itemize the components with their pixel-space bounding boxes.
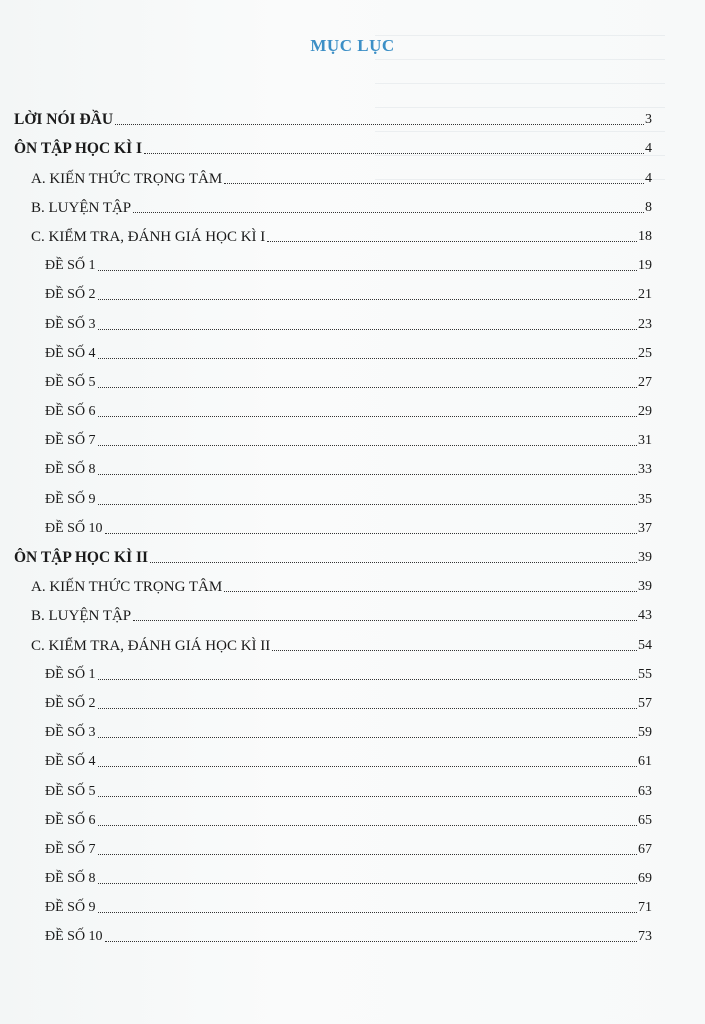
dot-leader bbox=[98, 386, 637, 388]
dot-leader bbox=[98, 707, 637, 709]
dot-leader bbox=[98, 824, 637, 826]
toc-entry[interactable] bbox=[14, 830, 652, 859]
toc-entry-label: ĐỀ SỐ 1 bbox=[45, 666, 96, 682]
dot-leader bbox=[133, 619, 637, 621]
toc-entry-label: ĐỀ SỐ 6 bbox=[45, 404, 96, 420]
toc-entry[interactable] bbox=[14, 275, 652, 304]
dot-leader bbox=[224, 590, 637, 592]
toc-entry-page-number: 25 bbox=[638, 345, 652, 361]
toc-entry-page-number: 43 bbox=[638, 608, 652, 624]
toc-entry-label: B. LUYỆN TẬP bbox=[31, 199, 132, 216]
toc-entry-page-number: 35 bbox=[638, 491, 652, 507]
toc-entry-page-number: 4 bbox=[645, 141, 652, 157]
toc-entry[interactable] bbox=[14, 246, 652, 275]
dot-leader bbox=[133, 211, 644, 213]
toc-entry[interactable] bbox=[14, 509, 652, 538]
toc-entry-label: ĐỀ SỐ 1 bbox=[45, 258, 96, 274]
dot-leader bbox=[150, 561, 637, 563]
toc-entry-label: C. KIỂM TRA, ĐÁNH GIÁ HỌC KÌ II bbox=[31, 637, 271, 654]
toc-entry[interactable] bbox=[14, 217, 652, 246]
toc-entry-page-number: 71 bbox=[638, 900, 652, 916]
toc-entry[interactable] bbox=[14, 129, 652, 158]
dot-leader bbox=[98, 444, 637, 446]
table-of-contents bbox=[14, 100, 652, 946]
toc-entry-page-number: 21 bbox=[638, 287, 652, 303]
toc-entry-page-number: 27 bbox=[638, 374, 652, 390]
dot-leader bbox=[272, 649, 637, 651]
toc-entry[interactable] bbox=[14, 363, 652, 392]
toc-entry-page-number: 31 bbox=[638, 433, 652, 449]
toc-entry-label: ĐỀ SỐ 9 bbox=[45, 491, 96, 507]
toc-entry[interactable] bbox=[14, 655, 652, 684]
toc-entry-page-number: 61 bbox=[638, 754, 652, 770]
toc-entry[interactable] bbox=[14, 801, 652, 830]
toc-entry[interactable] bbox=[14, 304, 652, 333]
toc-entry[interactable] bbox=[14, 158, 652, 187]
toc-entry-page-number: 19 bbox=[638, 258, 652, 274]
toc-entry-page-number: 3 bbox=[645, 112, 652, 128]
toc-entry-label: ĐỀ SỐ 10 bbox=[45, 929, 103, 945]
toc-entry-page-number: 59 bbox=[638, 725, 652, 741]
toc-entry-label: ÔN TẬP HỌC KÌ II bbox=[14, 549, 149, 566]
dot-leader bbox=[98, 415, 637, 417]
toc-entry-label: ÔN TẬP HỌC KÌ I bbox=[14, 140, 143, 158]
toc-entry-page-number: 29 bbox=[638, 404, 652, 420]
toc-entry-label: ĐỀ SỐ 9 bbox=[45, 900, 96, 916]
toc-entry[interactable] bbox=[14, 713, 652, 742]
toc-entry-label: ĐỀ SỐ 5 bbox=[45, 783, 96, 799]
toc-entry[interactable] bbox=[14, 479, 652, 508]
toc-entry-page-number: 69 bbox=[638, 871, 652, 887]
toc-entry-page-number: 33 bbox=[638, 462, 652, 478]
dot-leader bbox=[267, 240, 637, 242]
toc-entry-label: ĐỀ SỐ 8 bbox=[45, 462, 96, 478]
toc-entry[interactable] bbox=[14, 625, 652, 654]
toc-entry[interactable] bbox=[14, 771, 652, 800]
toc-entry-label: ĐỀ SỐ 3 bbox=[45, 725, 96, 741]
dot-leader bbox=[98, 882, 637, 884]
toc-entry[interactable] bbox=[14, 100, 652, 129]
toc-entry[interactable] bbox=[14, 742, 652, 771]
toc-entry-page-number: 37 bbox=[638, 520, 652, 536]
dot-leader bbox=[224, 182, 644, 184]
toc-entry[interactable] bbox=[14, 859, 652, 888]
toc-entry[interactable] bbox=[14, 392, 652, 421]
toc-entry-label: ĐỀ SỐ 8 bbox=[45, 871, 96, 887]
toc-entry-page-number: 73 bbox=[638, 929, 652, 945]
toc-entry-page-number: 18 bbox=[638, 228, 652, 244]
toc-entry-page-number: 39 bbox=[638, 579, 652, 595]
dot-leader bbox=[144, 152, 644, 154]
dot-leader bbox=[98, 473, 637, 475]
dot-leader bbox=[98, 795, 637, 797]
toc-entry[interactable] bbox=[14, 538, 652, 567]
toc-entry-label: ĐỀ SỐ 7 bbox=[45, 841, 96, 857]
toc-entry-page-number: 8 bbox=[645, 199, 652, 215]
dot-leader bbox=[105, 940, 637, 942]
toc-entry-label: ĐỀ SỐ 6 bbox=[45, 812, 96, 828]
toc-entry-page-number: 63 bbox=[638, 783, 652, 799]
toc-entry[interactable] bbox=[14, 684, 652, 713]
toc-entry-label: ĐỀ SỐ 2 bbox=[45, 287, 96, 303]
toc-entry-label: ĐỀ SỐ 4 bbox=[45, 345, 96, 361]
toc-entry-page-number: 39 bbox=[638, 550, 652, 565]
dot-leader bbox=[98, 765, 637, 767]
toc-entry-label: A. KIẾN THỨC TRỌNG TÂM bbox=[31, 170, 223, 187]
toc-entry[interactable] bbox=[14, 567, 652, 596]
dot-leader bbox=[98, 736, 637, 738]
toc-entry-label: A. KIẾN THỨC TRỌNG TÂM bbox=[31, 579, 223, 596]
toc-entry-label: B. LUYỆN TẬP bbox=[31, 608, 132, 625]
toc-entry-label: ĐỀ SỐ 10 bbox=[45, 520, 103, 536]
toc-entry[interactable] bbox=[14, 421, 652, 450]
toc-entry[interactable] bbox=[14, 917, 652, 946]
toc-entry-label: ĐỀ SỐ 5 bbox=[45, 374, 96, 390]
dot-leader bbox=[98, 678, 637, 680]
toc-entry[interactable] bbox=[14, 888, 652, 917]
dot-leader bbox=[98, 853, 637, 855]
dot-leader bbox=[98, 503, 637, 505]
toc-entry-page-number: 67 bbox=[638, 841, 652, 857]
dot-leader bbox=[98, 298, 637, 300]
toc-entry-page-number: 55 bbox=[638, 666, 652, 682]
toc-entry[interactable] bbox=[14, 188, 652, 217]
toc-entry[interactable] bbox=[14, 596, 652, 625]
dot-leader bbox=[98, 911, 637, 913]
dot-leader bbox=[115, 123, 644, 125]
toc-entry-label: ĐỀ SỐ 2 bbox=[45, 695, 96, 711]
toc-entry-label: ĐỀ SỐ 7 bbox=[45, 433, 96, 449]
toc-entry-page-number: 65 bbox=[638, 812, 652, 828]
dot-leader bbox=[105, 532, 637, 534]
dot-leader bbox=[98, 357, 637, 359]
toc-entry-page-number: 4 bbox=[645, 170, 652, 186]
toc-entry-page-number: 57 bbox=[638, 695, 652, 711]
toc-entry[interactable] bbox=[14, 334, 652, 363]
dot-leader bbox=[98, 269, 637, 271]
toc-entry-page-number: 23 bbox=[638, 316, 652, 332]
toc-entry-page-number: 54 bbox=[638, 637, 652, 653]
page-title: MỤC LỤC bbox=[310, 36, 395, 55]
toc-entry-label: LỜI NÓI ĐẦU bbox=[14, 111, 114, 129]
toc-entry-label: ĐỀ SỐ 4 bbox=[45, 754, 96, 770]
toc-entry-label: ĐỀ SỐ 3 bbox=[45, 316, 96, 332]
toc-entry-label: C. KIỂM TRA, ĐÁNH GIÁ HỌC KÌ I bbox=[31, 228, 266, 245]
dot-leader bbox=[98, 328, 637, 330]
toc-entry[interactable] bbox=[14, 450, 652, 479]
